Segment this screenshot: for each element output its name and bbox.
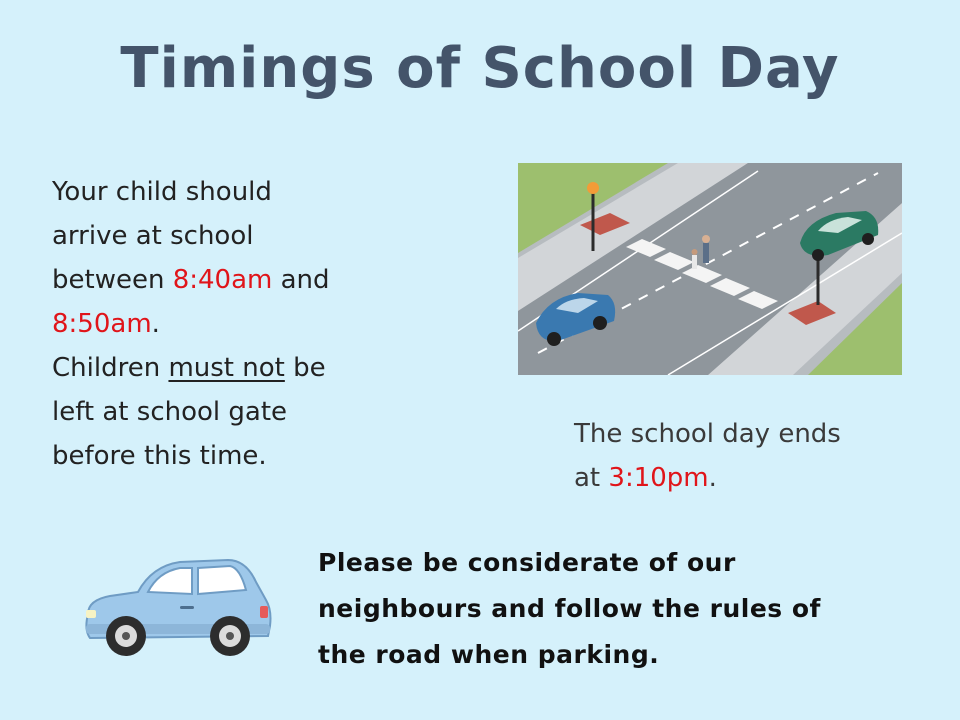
arrival-start-time: 8:40am xyxy=(172,265,273,295)
arrival-line-4 xyxy=(52,302,412,346)
arrival-line-3-suffix: and xyxy=(272,265,330,295)
zebra-crossing-illustration xyxy=(518,163,902,375)
must-not-emphasis: must not xyxy=(168,353,285,383)
end-suffix: . xyxy=(708,463,717,493)
arrival-end-time: 8:50am xyxy=(52,309,152,339)
arrival-line-5-prefix: Children xyxy=(52,353,169,383)
arrival-line-6: left at school gate xyxy=(52,397,288,427)
notice-line-1: Please be considerate of our xyxy=(318,548,736,577)
arrival-line-3-prefix: between xyxy=(52,265,173,295)
arrival-line-2: arrive at school xyxy=(52,221,254,251)
arrival-line-5 xyxy=(52,346,412,390)
end-prefix: at xyxy=(574,463,609,493)
blue-car-icon xyxy=(80,552,276,662)
arrival-line-3 xyxy=(52,258,412,302)
arrival-line-7: before this time. xyxy=(52,441,267,471)
notice-line-3: the road when parking. xyxy=(318,640,660,669)
page-title: Timings of School Day xyxy=(120,36,840,101)
arrival-text xyxy=(52,170,412,478)
end-time: 3:10pm xyxy=(608,463,709,493)
arrival-line-1: Your child should xyxy=(52,177,272,207)
end-line-1: The school day ends xyxy=(574,419,841,449)
end-time-text xyxy=(574,412,914,500)
arrival-line-5-suffix: be xyxy=(284,353,326,383)
end-line-2 xyxy=(574,456,914,500)
arrival-end-time-suffix: . xyxy=(151,309,160,339)
parking-notice xyxy=(318,540,938,678)
notice-line-2: neighbours and follow the rules of xyxy=(318,594,821,623)
